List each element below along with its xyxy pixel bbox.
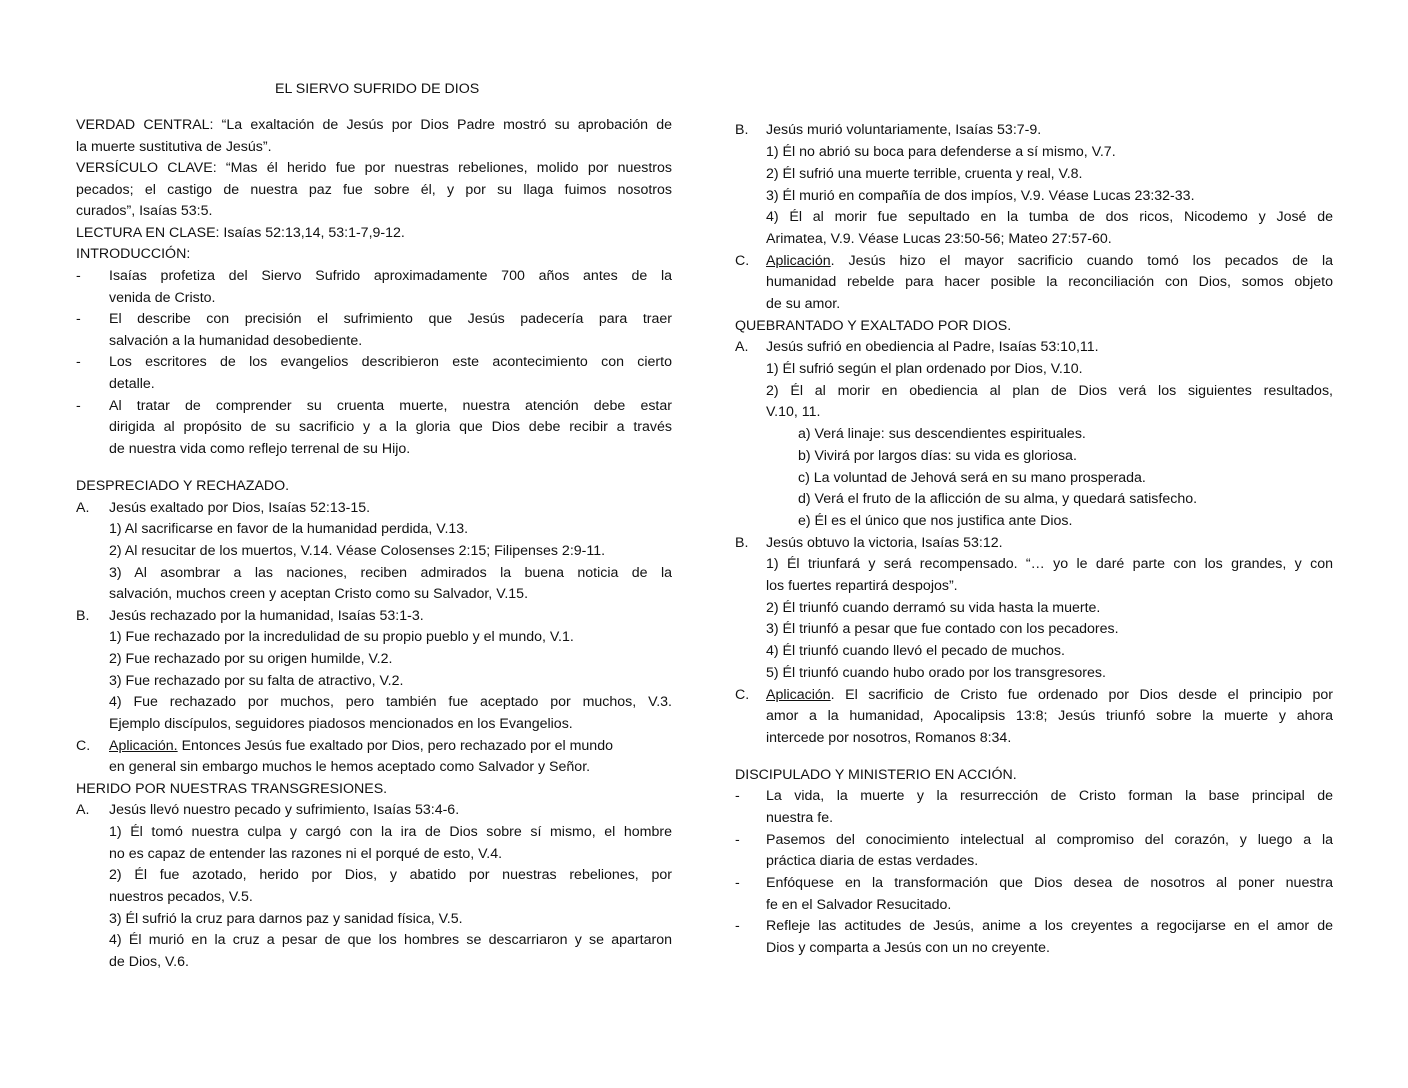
text-line: Refleje las actitudes de Jesús, anime a los creyentes a regocijarse en el amor de <box>766 918 1333 934</box>
text-line: 1) Él tomó nuestra culpa y cargó con la ira de Dios sobre sí mismo, el hombre <box>109 824 672 840</box>
section-heading: DESPRECIADO Y RECHAZADO. <box>76 478 290 494</box>
text-line: fe en el Salvador Resucitado. <box>766 897 952 913</box>
text-line: humanidad rebelde para hacer posible la reconciliación con Dios, somos objeto <box>766 274 1333 290</box>
application-line <box>109 735 672 757</box>
list-marker-b: B. <box>735 535 749 551</box>
text-line: Arimatea, V.9. Véase Lucas 23:50-56; Mateo 27:57-60. <box>766 231 1112 247</box>
text-line: Pasemos del conocimiento intelectual al compromiso del corazón, y luego a la <box>766 832 1333 848</box>
list-marker-a: A. <box>735 339 749 355</box>
text-fragment: Entonces Jesús fue exaltado por Dios, pero rechazado por el mundo <box>177 738 613 754</box>
text-line: salvación a la humanidad desobediente. <box>109 333 363 349</box>
text-line: 1) Él no abrió su boca para defenderse a sí mismo, V.7. <box>766 144 1116 160</box>
text-line: 4) Él al morir fue sepultado en la tumba de dos ricos, Nicodemo y José de <box>766 209 1333 225</box>
text-line: 2) Él al morir en obediencia al plan de Dios verá los siguientes resultados, <box>766 383 1333 399</box>
text-line: Jesús sufrió en obediencia al Padre, Isaías 53:10,11. <box>766 339 1099 355</box>
section-heading: HERIDO POR NUESTRAS TRANSGRESIONES. <box>76 781 388 797</box>
text-line: El describe con precisión el sufrimiento que Jesús padecería para traer <box>109 311 672 327</box>
text-line: Al tratar de comprender su cruenta muerte, nuestra atención debe estar <box>109 398 672 414</box>
text-line: Jesús murió voluntariamente, Isaías 53:7-9. <box>766 122 1042 138</box>
text-line: VERSÍCULO CLAVE: “Mas él herido fue por nuestras rebeliones, molido por nuestros <box>76 160 672 176</box>
text-line: 4) Fue rechazado por muchos, pero también fue aceptado por muchos, V.3. <box>109 694 672 710</box>
list-marker-a: A. <box>76 802 90 818</box>
text-line: de nuestra vida como reflejo terrenal de su Hijo. <box>109 441 411 457</box>
text-line: 1) Al sacrificarse en favor de la humanidad perdida, V.13. <box>109 521 469 537</box>
text-line: Dios y comparta a Jesús con un no creyente. <box>766 940 1050 956</box>
text-line: 3) Fue rechazado por su falta de atractivo, V.2. <box>109 673 404 689</box>
list-marker-c: C. <box>735 253 750 269</box>
list-marker-a: A. <box>76 500 90 516</box>
text-line: la muerte sustitutiva de Jesús”. <box>76 139 272 155</box>
text-line: dirigida al propósito de su sacrificio y a la gloria que Dios debe recibir a través <box>109 419 672 435</box>
text-line: los fuertes repartirá despojos”. <box>766 578 958 594</box>
text-line: 3) Al asombrar a las naciones, reciben admirados la buena noticia de la <box>109 565 672 581</box>
text-line: en general sin embargo muchos le hemos aceptado como Salvador y Señor. <box>109 759 591 775</box>
dash-marker: - <box>735 918 740 934</box>
dash-marker: - <box>76 398 81 414</box>
list-marker-c: C. <box>76 738 91 754</box>
text-line: Los escritores de los evangelios describieron este acontecimiento con cierto <box>109 354 672 370</box>
text-line: amor a la humanidad, Apocalipsis 13:8; Jesús triunfó sobre la muerte y ahora <box>766 708 1333 724</box>
text-line: no es capaz de entender las razones ni el porqué de esto, V.4. <box>109 846 503 862</box>
text-line: nuestra fe. <box>766 810 834 826</box>
dash-marker: - <box>735 832 740 848</box>
text-line: pecados; el castigo de nuestra paz fue sobre él, y por su llaga fuimos nosotros <box>76 182 672 198</box>
document-title: EL SIERVO SUFRIDO DE DIOS <box>275 81 480 97</box>
text-line: 3) Él murió en compañía de dos impíos, V.9. Véase Lucas 23:32-33. <box>766 188 1195 204</box>
text-line: práctica diaria de estas verdades. <box>766 853 979 869</box>
text-fragment: . Jesús hizo el mayor sacrificio cuando tomó los pecados de la <box>830 253 1333 269</box>
text-line: venida de Cristo. <box>109 290 216 306</box>
section-heading: DISCIPULADO Y MINISTERIO EN ACCIÓN. <box>735 767 1017 783</box>
text-line: V.10, 11. <box>766 404 821 420</box>
section-heading: QUEBRANTADO Y EXALTADO POR DIOS. <box>735 318 1012 334</box>
text-line: 3) Él triunfó a pesar que fue contado con los pecadores. <box>766 621 1119 637</box>
dash-marker: - <box>735 788 740 804</box>
text-line: c) La voluntad de Jehová será en su mano prosperada. <box>798 470 1146 486</box>
text-line: Jesús rechazado por la humanidad, Isaías 53:1-3. <box>109 608 424 624</box>
text-line: 3) Él sufrió la cruz para darnos paz y sanidad física, V.5. <box>109 911 463 927</box>
text-line: Isaías profetiza del Siervo Sufrido aproximadamente 700 años antes de la <box>109 268 672 284</box>
text-line: 1) Él triunfará y será recompensado. “… yo le daré parte con los grandes, y con <box>766 556 1333 572</box>
text-line: Enfóquese en la transformación que Dios desea de nosotros al poner nuestra <box>766 875 1333 891</box>
text-line: 2) Él fue azotado, herido por Dios, y abatido por nuestras rebeliones, por <box>109 867 672 883</box>
dash-marker: - <box>76 354 81 370</box>
text-line: curados”, Isaías 53:5. <box>76 203 213 219</box>
text-line: Ejemplo discípulos, seguidores piadosos mencionados en los Evangelios. <box>109 716 573 732</box>
application-label: Aplicación. <box>109 738 178 754</box>
list-marker-b: B. <box>76 608 90 624</box>
text-line: de su amor. <box>766 296 841 312</box>
text-line: a) Verá linaje: sus descendientes espirituales. <box>798 426 1086 442</box>
dash-marker: - <box>735 875 740 891</box>
text-line: 5) Él triunfó cuando hubo orado por los transgresores. <box>766 665 1106 681</box>
section-heading: INTRODUCCIÓN: <box>76 246 191 262</box>
text-line: de Dios, V.6. <box>109 954 189 970</box>
text-line: d) Verá el fruto de la aflicción de su alma, y quedará satisfecho. <box>798 491 1198 507</box>
application-line <box>766 684 1333 706</box>
application-label: Aplicación <box>766 687 831 703</box>
text-line: salvación, muchos creen y aceptan Cristo como su Salvador, V.15. <box>109 586 529 602</box>
text-fragment: . El sacrificio de Cristo fue ordenado por Dios desde el principio por <box>830 687 1333 703</box>
text-line: La vida, la muerte y la resurrección de Cristo forman la base principal de <box>766 788 1333 804</box>
text-line: b) Vivirá por largos días: su vida es gloriosa. <box>798 448 1077 464</box>
text-line: nuestros pecados, V.5. <box>109 889 253 905</box>
text-line: detalle. <box>109 376 155 392</box>
text-line: Jesús exaltado por Dios, Isaías 52:13-15. <box>109 500 371 516</box>
dash-marker: - <box>76 311 81 327</box>
text-line: e) Él es el único que nos justifica ante Dios. <box>798 513 1073 529</box>
text-line: Jesús llevó nuestro pecado y sufrimiento, Isaías 53:4-6. <box>109 802 460 818</box>
list-marker-c: C. <box>735 687 750 703</box>
text-line: intercede por nosotros, Romanos 8:34. <box>766 730 1012 746</box>
text-line: 1) Fue rechazado por la incredulidad de su propio pueblo y el mundo, V.1. <box>109 629 574 645</box>
text-line: 2) Él triunfó cuando derramó su vida hasta la muerte. <box>766 600 1101 616</box>
text-line: 1) Él sufrió según el plan ordenado por Dios, V.10. <box>766 361 1083 377</box>
dash-marker: - <box>76 268 81 284</box>
list-marker-b: B. <box>735 122 749 138</box>
text-line: 4) Él triunfó cuando llevó el pecado de muchos. <box>766 643 1065 659</box>
application-line <box>766 250 1333 272</box>
text-line: 4) Él murió en la cruz a pesar de que los hombres se descarriaron y se apartaron <box>109 932 672 948</box>
text-line: 2) Él sufrió una muerte terrible, cruenta y real, V.8. <box>766 166 1083 182</box>
text-line: 2) Al resucitar de los muertos, V.14. Véase Colosenses 2:15; Filipenses 2:9-11. <box>109 543 606 559</box>
text-line: VERDAD CENTRAL: “La exaltación de Jesús por Dios Padre mostró su aprobación de <box>76 117 672 133</box>
text-line: 2) Fue rechazado por su origen humilde, V.2. <box>109 651 393 667</box>
text-line: LECTURA EN CLASE: Isaías 52:13,14, 53:1-7,9-12. <box>76 225 405 241</box>
application-label: Aplicación <box>766 253 831 269</box>
text-line: Jesús obtuvo la victoria, Isaías 53:12. <box>766 535 1003 551</box>
